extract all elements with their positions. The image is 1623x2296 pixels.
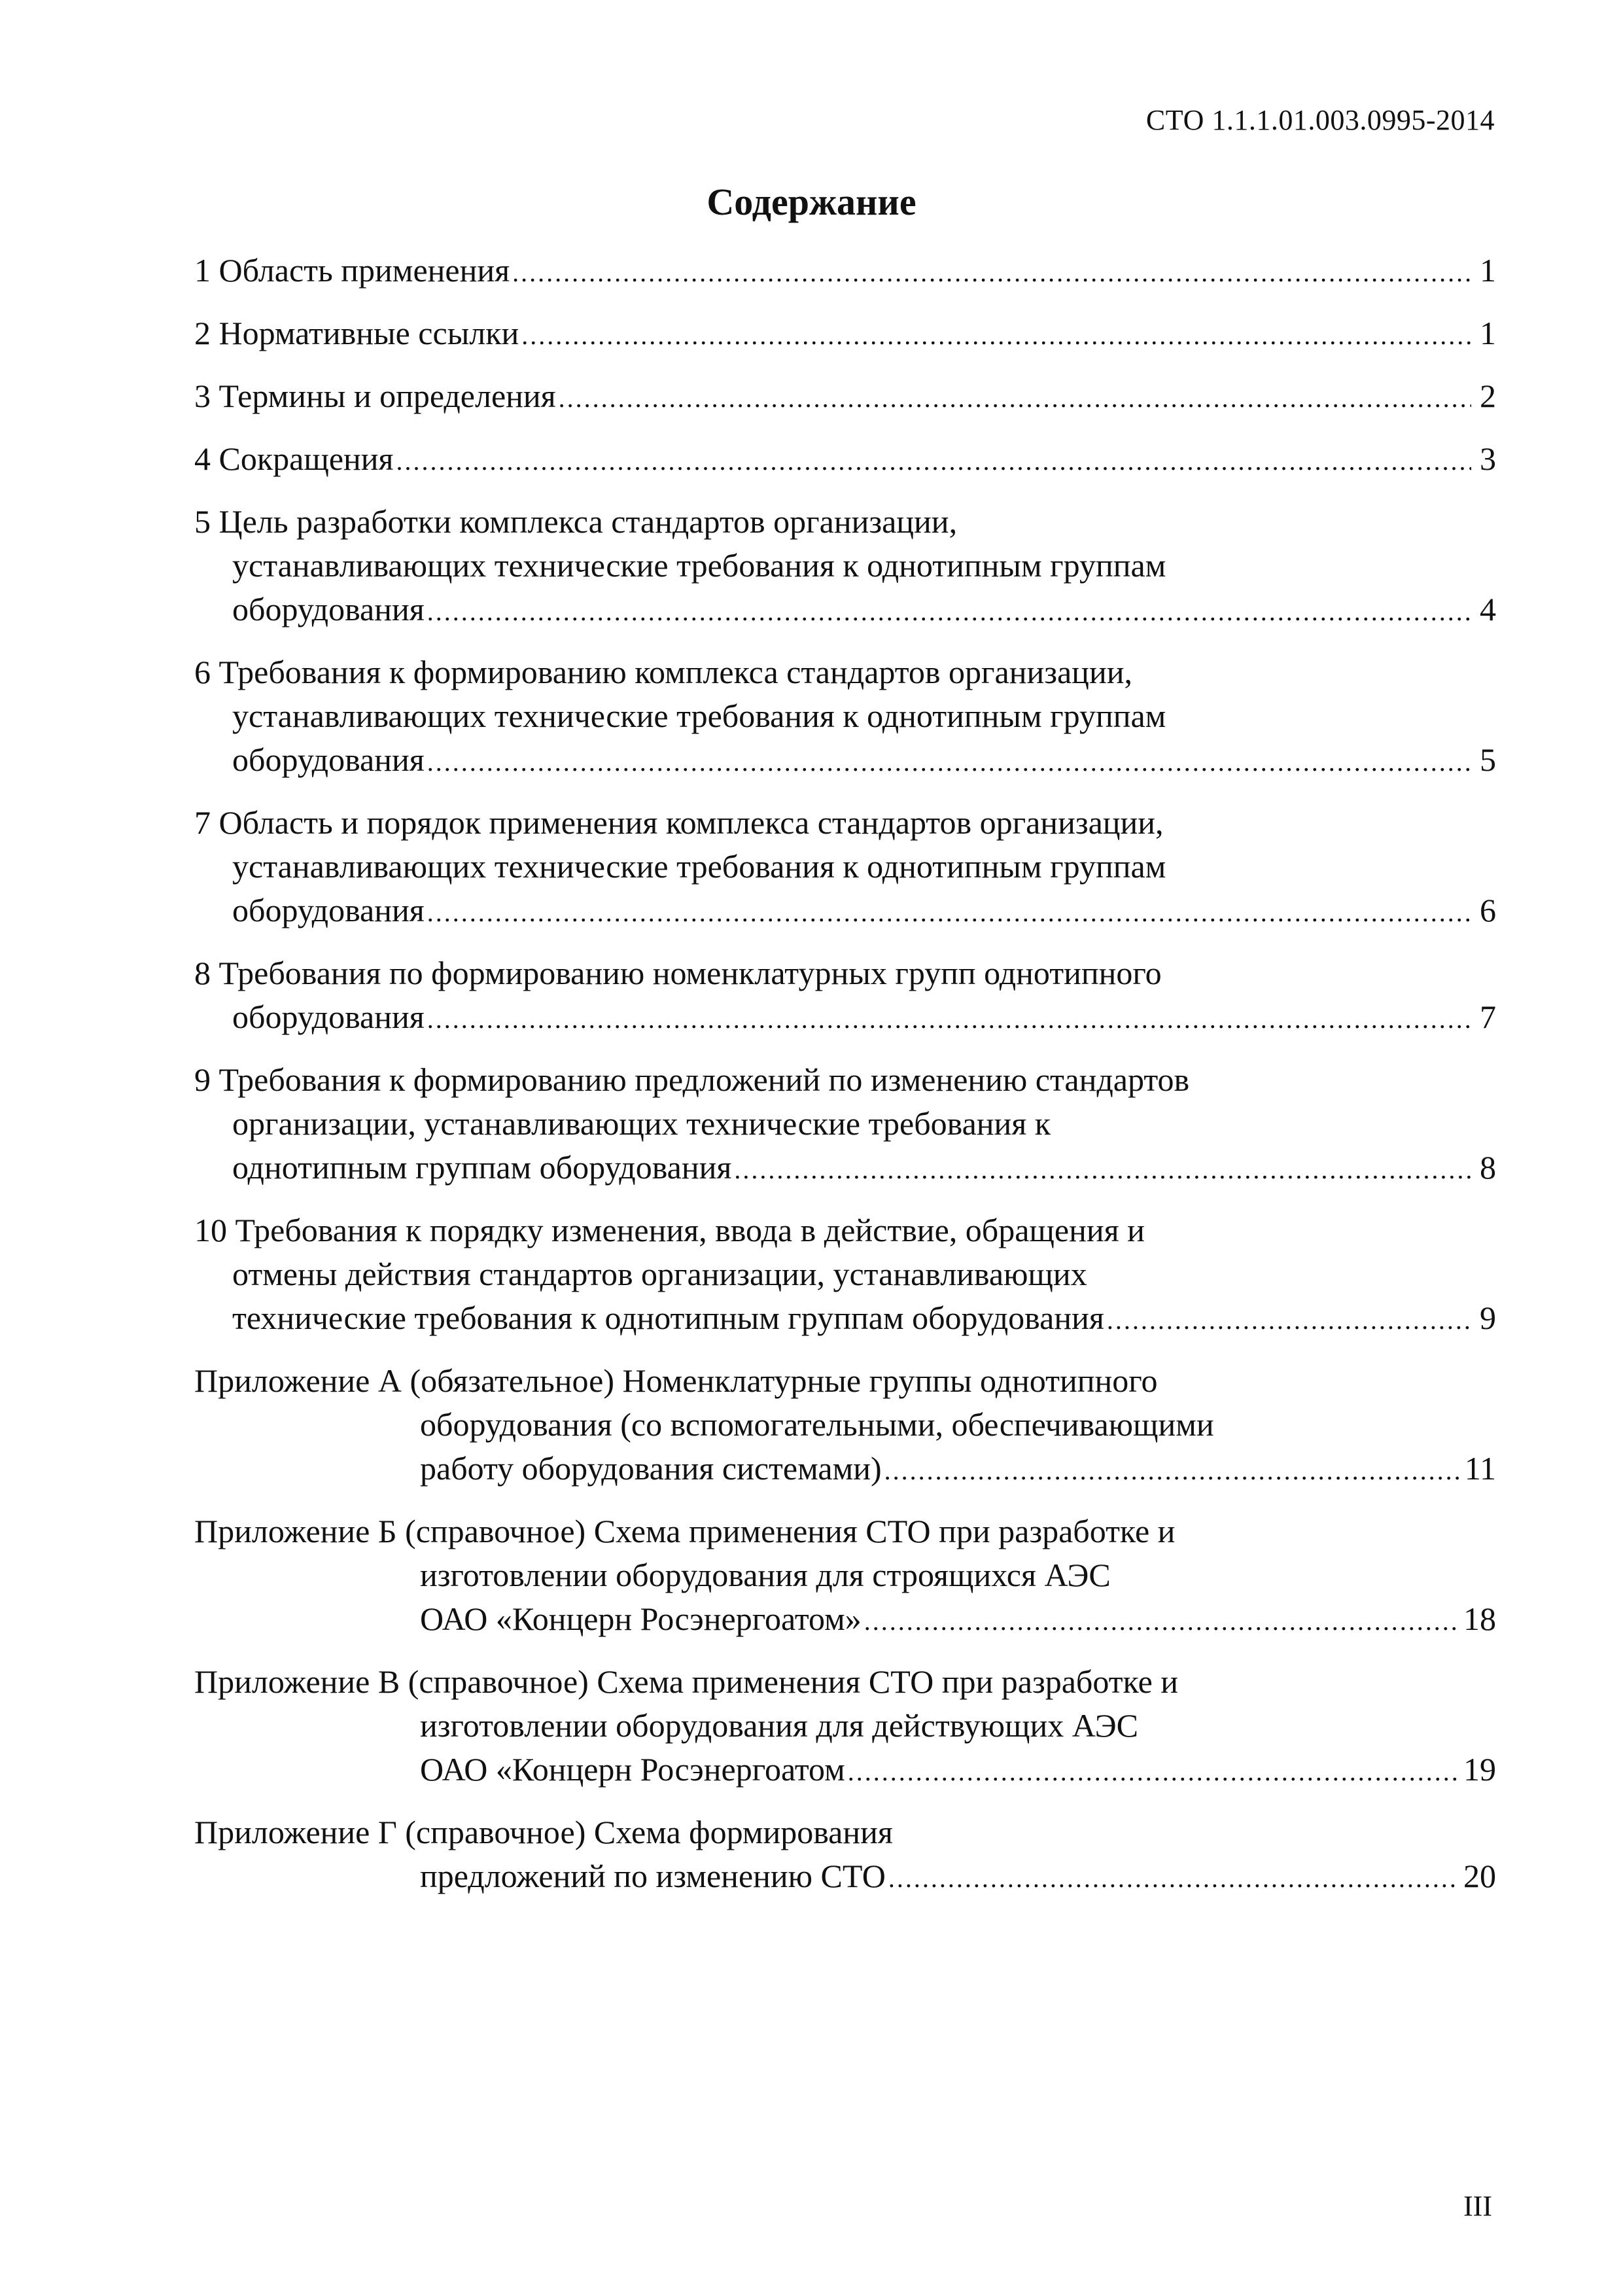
toc-entry-line — [194, 311, 1496, 357]
toc-entry-line — [194, 1447, 1496, 1492]
toc-entry[interactable] — [194, 374, 1496, 420]
toc-entry-line — [194, 995, 1496, 1041]
dot-leader — [396, 439, 1471, 483]
toc-entry-text: 1 Область применения — [194, 252, 510, 289]
toc-entry-page: 18 — [1463, 1600, 1496, 1637]
toc-entry-text: 4 Сокращения — [194, 440, 394, 477]
dot-leader — [427, 740, 1471, 784]
toc-entry[interactable] — [194, 801, 1496, 934]
toc-entry-page: 3 — [1480, 440, 1496, 477]
dot-leader — [864, 1599, 1458, 1643]
dot-leader — [848, 1750, 1458, 1793]
toc-entry[interactable] — [194, 1510, 1496, 1643]
toc-entry-line — [194, 738, 1496, 784]
toc-entry-page: 7 — [1480, 998, 1496, 1035]
dot-leader — [521, 313, 1471, 357]
toc-entry-page: 6 — [1480, 892, 1496, 928]
toc-entry-line: устанавливающих технические требования к однотипным группам — [232, 698, 1166, 734]
toc-entry-line: Приложение Г (справочное) Схема формирования — [194, 1814, 893, 1850]
toc-entry-line: 9 Требования к формированию предложений по изменению стандартов — [194, 1061, 1190, 1098]
toc-entry[interactable] — [194, 1660, 1496, 1793]
toc-entry-line — [194, 374, 1496, 420]
toc-entry-text: ОАО «Концерн Росэнергоатом — [420, 1751, 845, 1788]
document-code: СТО 1.1.1.01.003.0995-2014 — [1145, 104, 1495, 136]
dot-leader — [427, 590, 1471, 633]
toc-entry[interactable] — [194, 249, 1496, 294]
toc-entry-line: 5 Цель разработки комплекса стандартов организации, — [194, 503, 958, 540]
toc-entry-line: изготовлении оборудования для строящихся АЭС — [420, 1557, 1111, 1593]
toc-entry-line: устанавливающих технические требования к однотипным группам — [232, 848, 1166, 885]
toc-entry-page: 1 — [1480, 315, 1496, 351]
toc-entry-text: 3 Термины и определения — [194, 378, 556, 414]
dot-leader — [427, 997, 1471, 1041]
toc-entry[interactable] — [194, 1209, 1496, 1342]
toc-entry-line: Приложение Б (справочное) Схема применения СТО при разработке и — [194, 1513, 1176, 1549]
toc-entry-page: 5 — [1480, 741, 1496, 778]
toc-entry-page: 19 — [1463, 1751, 1496, 1788]
table-of-contents — [194, 249, 1496, 1917]
toc-entry-text: оборудования — [232, 892, 425, 928]
toc-entry-line — [194, 437, 1496, 483]
toc-entry-text: оборудования — [232, 741, 425, 778]
toc-entry-line: 6 Требования к формированию комплекса стандартов организации, — [194, 654, 1132, 690]
toc-entry-text: однотипным группам оборудования — [232, 1149, 732, 1186]
toc-entry-text: предложений по изменению СТО — [420, 1858, 886, 1894]
dot-leader — [734, 1148, 1471, 1192]
toc-entry-line — [194, 1597, 1496, 1643]
toc-entry-text: работу оборудования системами) — [420, 1450, 882, 1487]
toc-entry-text: 2 Нормативные ссылки — [194, 315, 519, 351]
toc-entry[interactable] — [194, 650, 1496, 784]
toc-entry-line — [194, 1296, 1496, 1342]
toc-entry-page: 2 — [1480, 378, 1496, 414]
toc-entry-page: 8 — [1480, 1149, 1496, 1186]
toc-entry-line: 7 Область и порядок применения комплекса стандартов организации, — [194, 804, 1164, 841]
toc-entry-line — [194, 889, 1496, 934]
toc-entry-page: 1 — [1480, 252, 1496, 289]
toc-entry-line: изготовлении оборудования для действующих АЭС — [420, 1707, 1138, 1744]
toc-entry-line — [194, 249, 1496, 294]
toc-entry[interactable] — [194, 437, 1496, 483]
page-number: III — [1463, 2190, 1492, 2222]
toc-entry-line: отмены действия стандартов организации, устанавливающих — [232, 1256, 1087, 1292]
toc-entry[interactable] — [194, 1058, 1496, 1192]
toc-entry-line — [194, 1854, 1496, 1900]
toc-entry-line: организации, устанавливающих технические требования к — [232, 1105, 1051, 1142]
toc-entry-text: ОАО «Концерн Росэнергоатом» — [420, 1600, 862, 1637]
toc-entry-text: оборудования — [232, 998, 425, 1035]
toc-entry-line — [194, 588, 1496, 633]
toc-entry-line: Приложение В (справочное) Схема применения СТО при разработке и — [194, 1663, 1179, 1700]
toc-entry-line — [194, 1146, 1496, 1192]
toc-entry-line: 10 Требования к порядку изменения, ввода в действие, обращения и — [194, 1212, 1145, 1248]
toc-entry-page: 4 — [1480, 591, 1496, 627]
toc-entry[interactable] — [194, 1359, 1496, 1492]
toc-title: Содержание — [707, 181, 916, 223]
toc-entry-text: оборудования — [232, 591, 425, 627]
toc-entry-line: оборудования (со вспомогательными, обеспечивающими — [420, 1406, 1214, 1443]
toc-entry-page: 11 — [1464, 1450, 1496, 1487]
toc-entry[interactable] — [194, 951, 1496, 1041]
toc-entry-line: Приложение А (обязательное) Номенклатурные группы однотипного — [194, 1362, 1158, 1399]
dot-leader — [1107, 1298, 1471, 1342]
toc-entry-line — [194, 1748, 1496, 1793]
toc-entry-line: 8 Требования по формированию номенклатурных групп однотипного — [194, 955, 1162, 991]
toc-entry[interactable] — [194, 1810, 1496, 1900]
toc-entry-line: устанавливающих технические требования к однотипным группам — [232, 547, 1166, 584]
toc-entry-page: 9 — [1480, 1299, 1496, 1336]
dot-leader — [884, 1449, 1459, 1492]
toc-entry-page: 20 — [1463, 1858, 1496, 1894]
dot-leader — [512, 251, 1471, 294]
toc-entry[interactable] — [194, 311, 1496, 357]
dot-leader — [888, 1856, 1458, 1900]
dot-leader — [559, 376, 1471, 420]
toc-entry-text: технические требования к однотипным группам оборудования — [232, 1299, 1104, 1336]
toc-entry[interactable] — [194, 500, 1496, 633]
dot-leader — [427, 891, 1471, 934]
